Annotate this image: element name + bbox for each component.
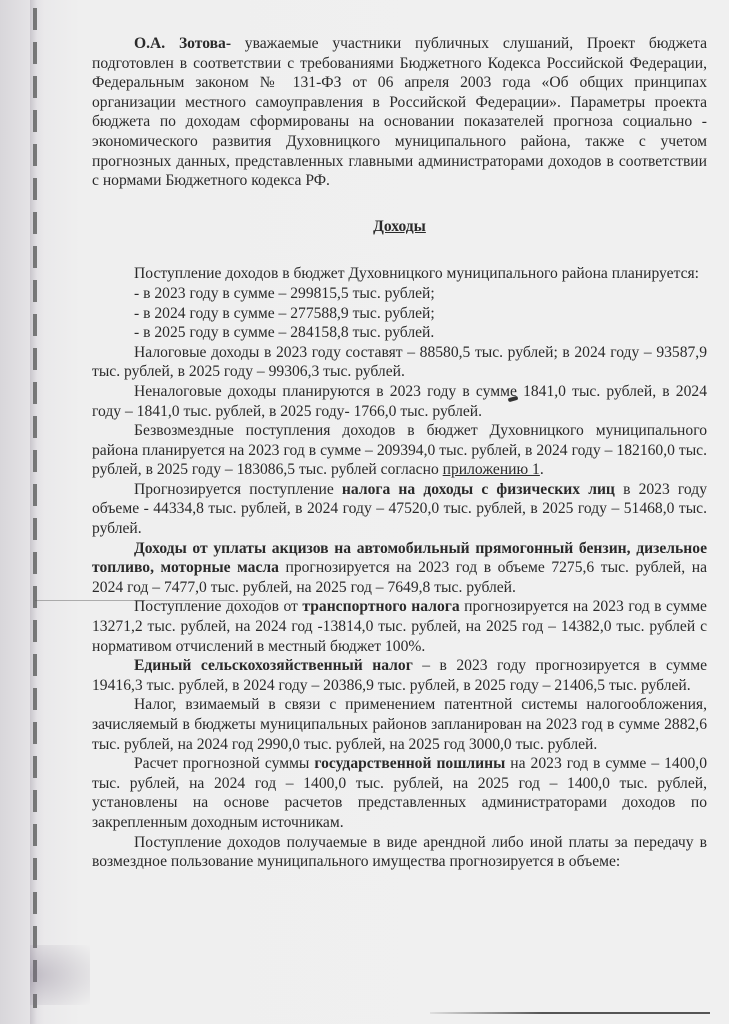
revenue-item-2025: - в 2025 году в сумме – 284158,8 тыс. рублей.	[134, 324, 435, 342]
excise-paragraph: Доходы от уплаты акцизов на автомобильный прямогонный бензин, дизельное топливо, моторные масла прогнозируется на 2023 год в объеме 7275,6 тыс. рублей, на 2024 год – 7477,0 тыс. рублей, на 2025 год – 7649,8 тыс. рублей.	[92, 539, 707, 596]
gratuitous-paragraph: Безвозмездные поступления доходов в бюджет Духовницкого муниципального района планируется на 2023 год в сумме – 209394,0 тыс. рублей, в 2024 году – 182160,0 тыс. рублей, в 2025 году – 183086,5 тыс. рублей согласно приложению 1.	[92, 422, 707, 479]
appendix-link[interactable]: приложению 1	[442, 461, 540, 479]
transport-tax-paragraph: Поступление доходов от транспортного налога прогнозируется на 2023 год в сумме 13271,2 тыс. рублей, на 2024 год -13814,0 тыс. рублей, на 2025 год – 14382,0 тыс. рублей с нормативом отчислений в местный бюджет 100%.	[92, 598, 707, 655]
state-duty-paragraph: Расчет прогнозной суммы государственной пошлины на 2023 год в сумме – 1400,0 тыс. рублей, на 2024 год – 1400,0 тыс. рублей, на 2025 год – 1400,0 тыс. рублей, установлены на основе расчетов представленных администраторами доходов по закрепленным доходным источникам.	[92, 755, 707, 831]
agri-tax-paragraph: Единый сельскохозяйственный налог – в 2023 году прогнозируется в сумме 19416,3 тыс. рублей, в 2024 году – 20386,9 тыс. рублей, в 2025 году – 21406,5 тыс. рублей.	[92, 657, 708, 694]
binding-holes	[33, 8, 37, 1008]
revenue-item-2024: - в 2024 году в сумме – 277588,9 тыс. рублей;	[134, 304, 435, 322]
bottom-rule	[430, 1012, 710, 1014]
intro-paragraph: О.А. Зотова- уважаемые участники публичных слушаний, Проект бюджета подготовлен в соответствии с требованиями Бюджетного Кодекса Российской Федерации, Федеральным законом № 131-ФЗ от 06 апреля 2003 года «Об общих принципах организации местного самоуправления в Российской Федерации». Параметры проекта бюджета по доходам сформированы на основании показателей прогноза социально - экономического развития Духовницкого муниципального района, также с учетом прогнозных данных, представленных главными администраторами доходов в соответствии с нормами Бюджетного кодекса РФ.	[92, 35, 707, 190]
revenue-item-2023: - в 2023 году в сумме – 299815,5 тыс. рублей;	[134, 284, 435, 302]
tax-revenue-paragraph: Налоговые доходы в 2023 году составят – 88580,5 тыс. рублей; в 2024 году – 93587,9 тыс. рублей, в 2025 году – 99306,3 тыс. рублей.	[92, 343, 707, 381]
speaker-name: О.А. Зотова-	[134, 35, 232, 52]
section-heading: Доходы	[373, 217, 426, 235]
non-tax-revenue-paragraph: Неналоговые доходы планируются в 2023 году в сумме 1841,0 тыс. рублей, в 2024 году – 1841,0 тыс. рублей, в 2025 году- 1766,0 тыс. рублей.	[92, 382, 707, 420]
patent-tax-paragraph: Налог, взимаемый в связи с применением патентной системы налогообложения, зачисляемый в бюджеты муниципальных районов запланирован на 2023 год в сумме 2882,6 тыс. рублей, на 2024 год 2990,0 тыс. рублей, на 2025 год 3000,0 тыс. рублей.	[92, 696, 707, 753]
income-tax-paragraph: Прогнозируется поступление налога на доходы с физических лиц в 2023 году объеме - 44334,8 тыс. рублей, в 2024 году – 47520,0 тыс. рублей, в 2025 году – 51468,0 тыс. рублей.	[92, 480, 707, 538]
rent-paragraph: Поступление доходов получаемые в виде арендной либо иной платы за передачу в возмездное пользование муниципального имущества прогнозируется в объеме:	[92, 833, 707, 871]
revenue-intro: Поступление доходов в бюджет Духовницкого муниципального района планируется:	[134, 265, 700, 283]
scan-shadow	[30, 945, 90, 1005]
document-body	[92, 34, 707, 872]
